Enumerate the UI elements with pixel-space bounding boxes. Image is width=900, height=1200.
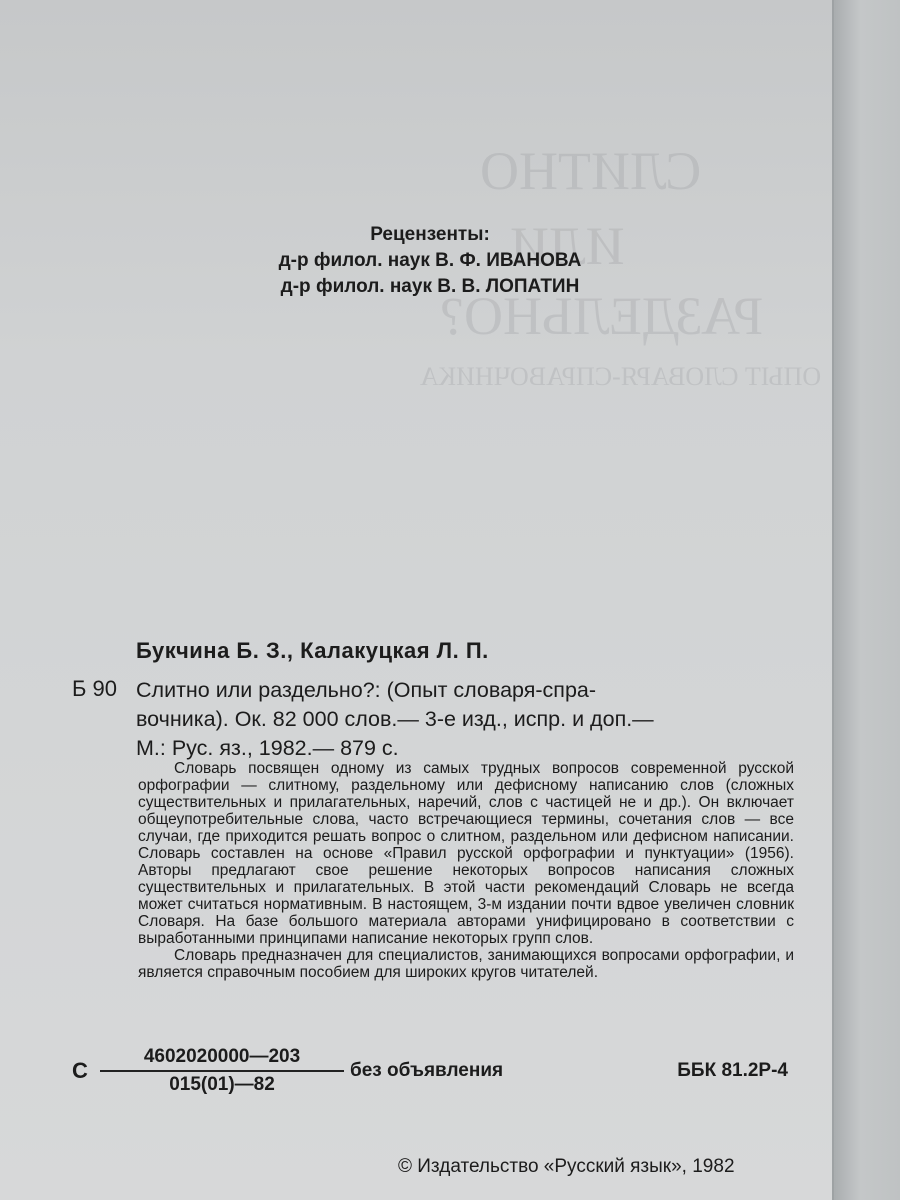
reviewer-2: д-р филол. наук В. В. ЛОПАТИН: [280, 276, 580, 297]
imprint-fraction: [100, 1046, 344, 1098]
fraction-numerator: 4602020000—203: [100, 1046, 344, 1072]
reviewers-block: [240, 222, 620, 300]
no-announcement-label: без объявления: [350, 1060, 504, 1081]
bleed-through-text: РАЗДЕЛЬНО?: [440, 286, 764, 346]
annotation-paragraph: Словарь посвящен одному из самых трудных вопросов современной русской орфографии — слитному, раздельному или дефисному написанию слов (сложных существительных и прилагательных, наречий, слов с частицей не и др.). Он включает общеупотребительные слова, часто встречающиеся термины, сочетания слов — все случаи, где приходится решать вопрос о слитном, раздельном или дефисном написании. Словарь составлен на основе «Правил русской орфографии и пунктуации» (1956). Авторы предлагают свое решение некоторых вопросов написания сложных существительных и прилагательных. В этой части рекомендаций Словарь не всегда может считаться нормативным. В настоящем, 3-м издании почти вдвое увеличен словник Словаря. На базе большого материала авторами унифицировано в соответствии с выработанными принципами написание некоторых групп слов.: [138, 760, 794, 947]
bleed-through-text: СЛИТНО: [480, 141, 702, 201]
annotation: [138, 760, 794, 981]
annotation-paragraph: Словарь предназначен для специалистов, занимающихся вопросами орфографии, и является справочным пособием для широких кругов читателей.: [138, 947, 794, 981]
authors-line: Букчина Б. З., Калакуцкая Л. П.: [136, 638, 489, 663]
bibliographic-description: [136, 676, 796, 763]
bbk-code: ББК 81.2Р-4: [677, 1060, 788, 1081]
fraction-denominator: 015(01)—82: [169, 1074, 275, 1095]
biblio-line: Слитно или раздельно?: (Опыт словаря-спра-: [136, 678, 597, 702]
bleed-through-text: ИЛИ: [510, 216, 625, 276]
bleed-through-text: ОПЫТ СЛОВАРЯ-СПРАВОЧНИКА: [420, 362, 822, 391]
copyright-line: © Издательство «Русский язык», 1982: [398, 1156, 735, 1177]
biblio-line: М.: Рус. яз., 1982.— 879 с.: [136, 736, 399, 760]
biblio-line: вочника). Ок. 82 000 слов.— 3-е изд., испр. и доп.—: [136, 707, 654, 731]
imprint-letter: С: [72, 1058, 88, 1083]
reviewer-1: д-р филол. наук В. Ф. ИВАНОВА: [278, 250, 582, 271]
imprint-block: [72, 1046, 812, 1106]
reviewers-heading: Рецензенты:: [370, 224, 490, 245]
catalog-code: Б 90: [72, 676, 118, 701]
adjacent-page-edge: [834, 0, 900, 1200]
